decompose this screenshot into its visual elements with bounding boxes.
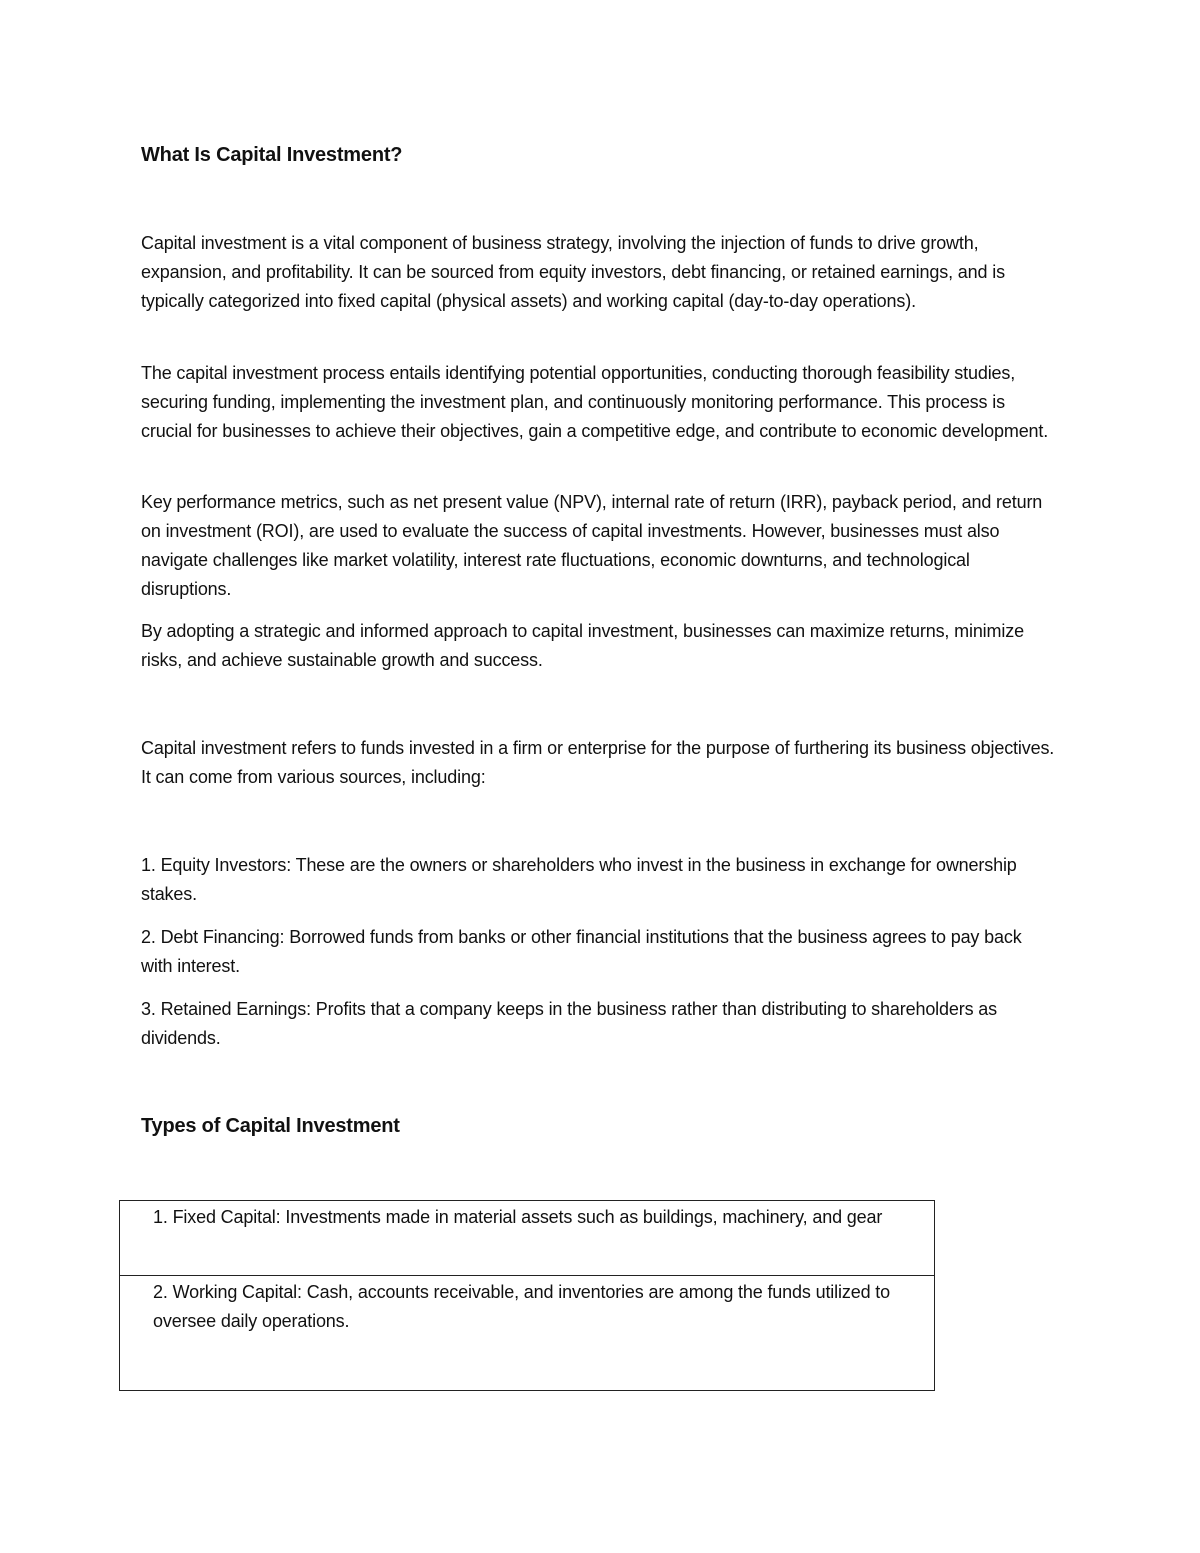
paragraph-process: The capital investment process entails identifying potential opportunities, conducting thorough feasibility studies, securing funding, implementing the investment plan, and continuously monitoring performance. This process is crucial for businesses to achieve their objectives, gain a competitive edge, and contribute to economic development. <box>141 363 1049 441</box>
table-row <box>120 1201 935 1276</box>
types-table <box>119 1200 935 1391</box>
paragraph-overview: Capital investment is a vital component of business strategy, involving the injection of funds to drive growth, expansion, and profitability. It can be sourced from equity investors, debt financing, or retained earnings, and is typically categorized into fixed capital (physical assets) and working capital (day-to-day operations). <box>141 233 1005 311</box>
paragraph-strategy: By adopting a strategic and informed approach to capital investment, businesses can maximize returns, minimize risks, and achieve sustainable growth and success. <box>141 621 1024 670</box>
table-cell-working-capital: 2. Working Capital: Cash, accounts receivable, and inventories are among the funds utilized to oversee daily operations. <box>120 1276 935 1391</box>
list-item-equity-investors: 1. Equity Investors: These are the owners or shareholders who invest in the business in exchange for ownership stakes. <box>141 855 1017 904</box>
heading-what-is-capital-investment: What Is Capital Investment? <box>141 144 403 166</box>
list-item-debt-financing: 2. Debt Financing: Borrowed funds from banks or other financial institutions that the business agrees to pay back with interest. <box>141 927 1022 976</box>
list-item-retained-earnings: 3. Retained Earnings: Profits that a company keeps in the business rather than distributing to shareholders as dividends. <box>141 999 997 1048</box>
heading-types-of-capital-investment: Types of Capital Investment <box>141 1115 400 1137</box>
table-row <box>120 1276 935 1391</box>
table-cell-fixed-capital: 1. Fixed Capital: Investments made in material assets such as buildings, machinery, and gear <box>120 1201 935 1276</box>
paragraph-definition: Capital investment refers to funds invested in a firm or enterprise for the purpose of furthering its business objectives. It can come from various sources, including: <box>141 738 1055 787</box>
paragraph-metrics: Key performance metrics, such as net present value (NPV), internal rate of return (IRR), payback period, and return on investment (ROI), are used to evaluate the success of capital investments. However, businesses must also navigate challenges like market volatility, interest rate fluctuations, economic downturns, and technological disruptions. <box>141 492 1043 599</box>
